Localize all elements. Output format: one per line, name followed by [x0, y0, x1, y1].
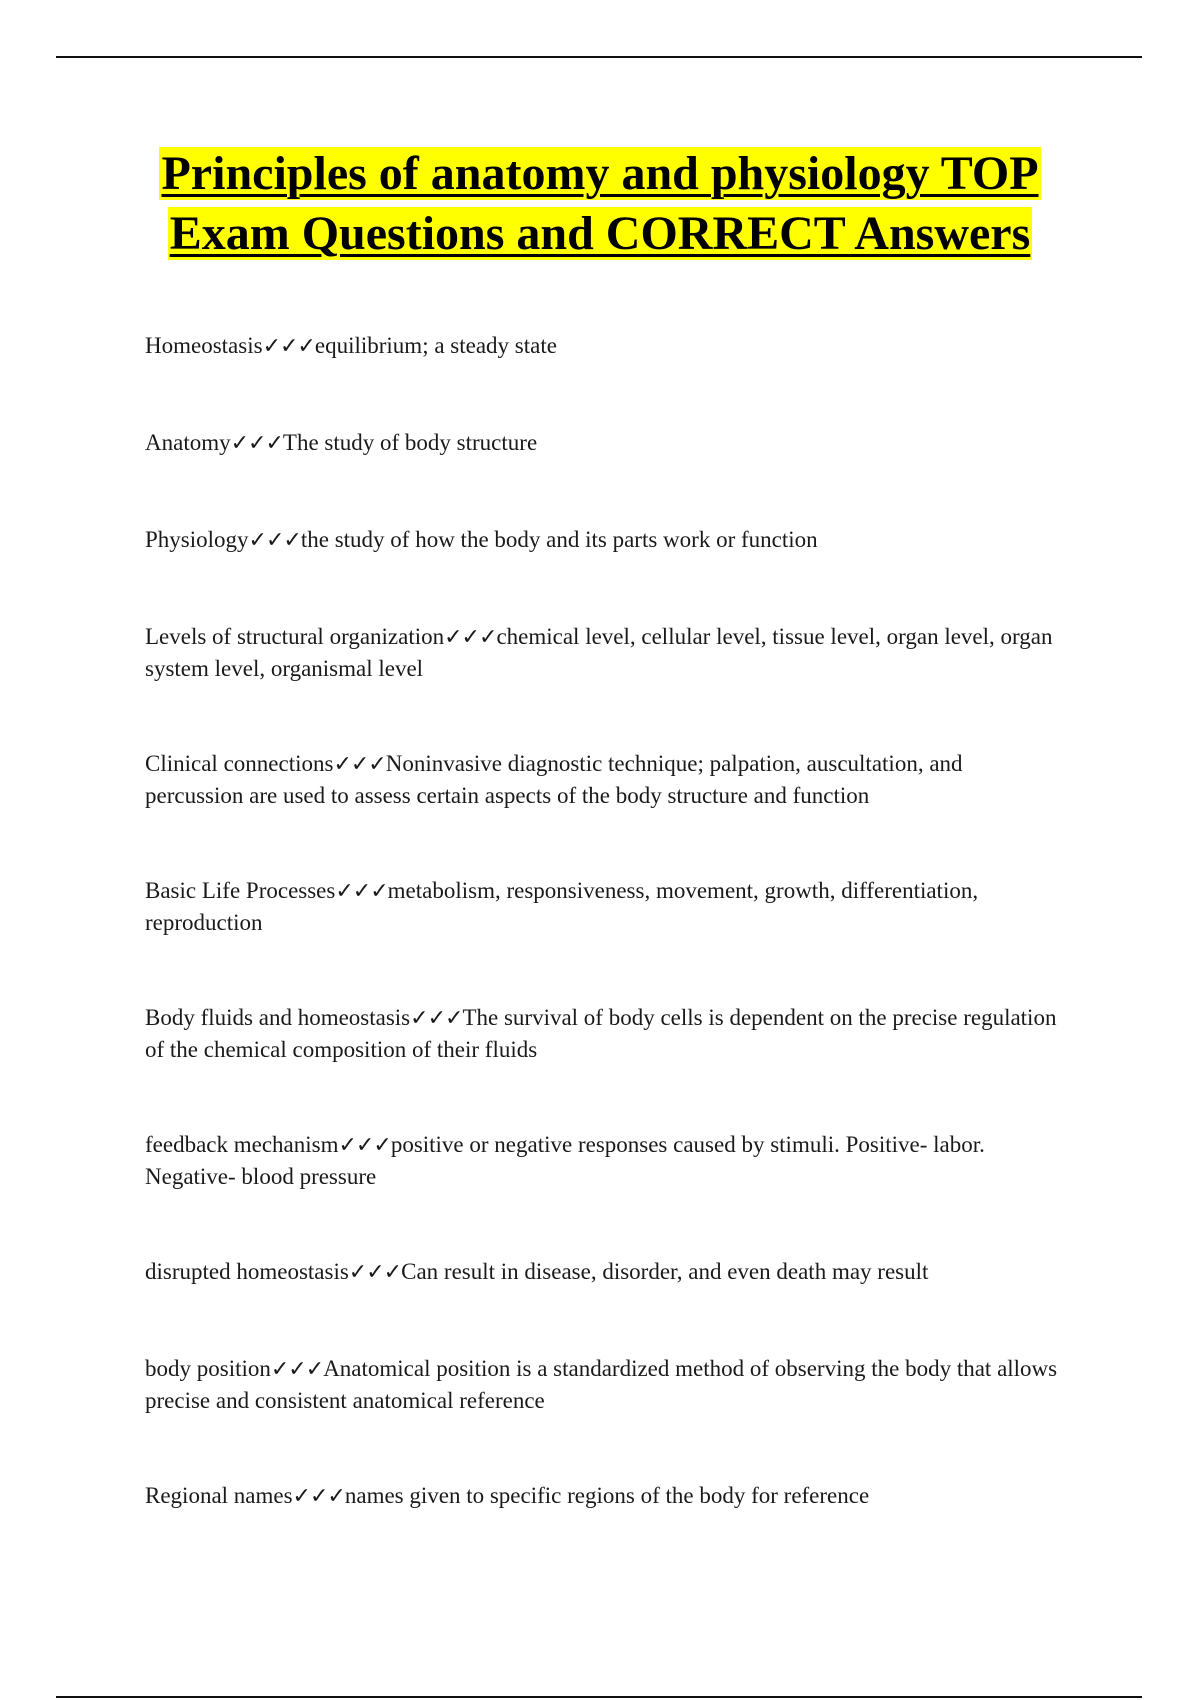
qa-term: feedback mechanism [145, 1132, 339, 1157]
qa-term: body position [145, 1356, 271, 1381]
qa-definition: Anatomical position is a standardized method of observing the body that allows precise and consistent anatomical reference [145, 1356, 1058, 1413]
qa-definition: chemical level, cellular level, tissue level, organ level, organ system level, organismal level [145, 624, 1053, 681]
qa-term: Anatomy [145, 430, 231, 455]
check-marks-icon: ✓✓✓ [348, 1260, 402, 1285]
qa-item-basic-life-processes [145, 875, 1065, 938]
document-title-text: Principles of anatomy and physiology TOP Exam Questions and CORRECT Answers [161, 147, 1039, 260]
qa-term: disrupted homeostasis [145, 1259, 349, 1284]
qa-term: Regional names [145, 1483, 293, 1508]
qa-item-anatomy [145, 427, 1065, 459]
check-marks-icon: ✓✓✓ [230, 431, 283, 456]
qa-term: Physiology [145, 527, 249, 552]
qa-definition: positive or negative responses caused by stimuli. Positive- labor. Negative- blood pressure [145, 1132, 985, 1189]
qa-definition: metabolism, responsiveness, movement, growth, differentiation, reproduction [145, 878, 979, 935]
qa-item-body-fluids-and-homeostasis [145, 1002, 1065, 1065]
qa-definition: names given to specific regions of the body for reference [344, 1483, 870, 1508]
check-marks-icon: ✓✓✓ [262, 334, 315, 359]
qa-item-levels-of-structural-organization [145, 621, 1065, 684]
check-marks-icon: ✓✓✓ [333, 752, 386, 777]
qa-definition: equilibrium; a steady state [314, 333, 557, 358]
qa-item-physiology [145, 524, 1065, 556]
qa-term: Levels of structural organization [145, 624, 445, 649]
qa-term: Homeostasis [145, 333, 263, 358]
qa-term: Basic Life Processes [145, 878, 336, 903]
qa-definition: The survival of body cells is dependent on the precise regulation of the chemical composition of their fluids [145, 1005, 1057, 1062]
check-marks-icon: ✓✓✓ [444, 625, 497, 650]
qa-term: Clinical connections [145, 751, 334, 776]
qa-definition: the study of how the body and its parts work or function [300, 527, 818, 552]
qa-item-regional-names [145, 1480, 1065, 1512]
check-marks-icon: ✓✓✓ [338, 1133, 391, 1158]
qa-definition: The study of body structure [282, 430, 538, 455]
qa-item-disrupted-homeostasis [145, 1256, 1065, 1288]
check-marks-icon: ✓✓✓ [270, 1357, 324, 1382]
check-marks-icon: ✓✓✓ [335, 879, 388, 904]
qa-term: Body fluids and homeostasis [145, 1005, 411, 1030]
check-marks-icon: ✓✓✓ [410, 1006, 463, 1031]
document-title [144, 144, 1056, 264]
top-rule [56, 56, 1142, 58]
qa-definition: Can result in disease, disorder, and even death may result [401, 1259, 929, 1284]
check-marks-icon: ✓✓✓ [248, 528, 301, 553]
qa-item-homeostasis [145, 330, 1065, 362]
qa-item-clinical-connections [145, 748, 1065, 811]
qa-item-feedback-mechanism [145, 1129, 1065, 1192]
check-marks-icon: ✓✓✓ [292, 1484, 345, 1509]
qa-item-body-position [145, 1353, 1065, 1416]
bottom-rule [56, 1696, 1142, 1698]
qa-definition: Noninvasive diagnostic technique; palpation, auscultation, and percussion are used to assess certain aspects of the body structure and function [145, 751, 963, 808]
